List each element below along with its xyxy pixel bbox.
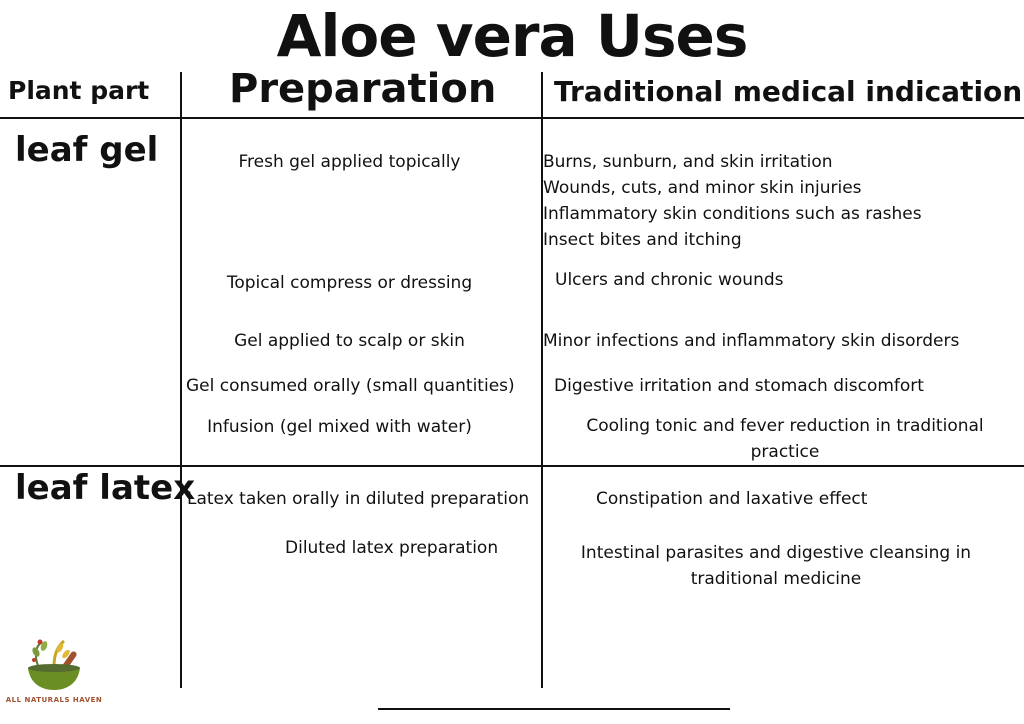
preparation-cell: Infusion (gel mixed with water): [207, 417, 472, 437]
indication-line: Wounds, cuts, and minor skin injuries: [543, 178, 862, 198]
bottom-rule: [378, 708, 730, 710]
header-preparation: Preparation: [229, 66, 497, 112]
indication-line: practice: [750, 442, 820, 462]
indication-cell: [556, 540, 996, 592]
logo-text: ALL NATURALS HAVEN: [5, 696, 103, 704]
indication-cell: [543, 149, 922, 253]
section-divider: [0, 465, 1024, 467]
page-title: Aloe vera Uses: [276, 2, 748, 70]
preparation-cell: Fresh gel applied topically: [238, 152, 461, 172]
indication-cell: [560, 413, 1010, 465]
indication-line: Burns, sunburn, and skin irritation: [543, 152, 833, 172]
preparation-cell: Latex taken orally in diluted preparation: [187, 489, 530, 509]
indication-line: Intestinal parasites and digestive cleansing in: [580, 543, 972, 563]
preparation-cell: Diluted latex preparation: [285, 538, 499, 558]
header-indication: Traditional medical indication: [554, 75, 1023, 108]
indication-line: Insect bites and itching: [543, 230, 742, 250]
plant-part-leaf-gel: leaf gel: [15, 130, 159, 170]
indication-line: Cooling tonic and fever reduction in traditional: [586, 416, 984, 436]
indication-cell: Ulcers and chronic wounds: [555, 270, 784, 290]
preparation-cell: Gel consumed orally (small quantities): [186, 376, 515, 396]
indication-cell: Minor infections and inflammatory skin disorders: [543, 331, 960, 351]
header-divider: [0, 117, 1024, 119]
preparation-cell: Topical compress or dressing: [226, 273, 473, 293]
indication-line: Inflammatory skin conditions such as rashes: [543, 204, 922, 224]
preparation-cell: Gel applied to scalp or skin: [234, 331, 465, 351]
indication-cell: Digestive irritation and stomach discomfort: [554, 376, 924, 396]
brand-logo: [5, 636, 103, 706]
indication-line: traditional medicine: [690, 569, 862, 589]
header-plant-part: Plant part: [8, 76, 150, 105]
indication-cell: Constipation and laxative effect: [596, 489, 868, 509]
herb-bowl-icon: [5, 636, 103, 706]
plant-part-leaf-latex: leaf latex: [15, 468, 196, 508]
